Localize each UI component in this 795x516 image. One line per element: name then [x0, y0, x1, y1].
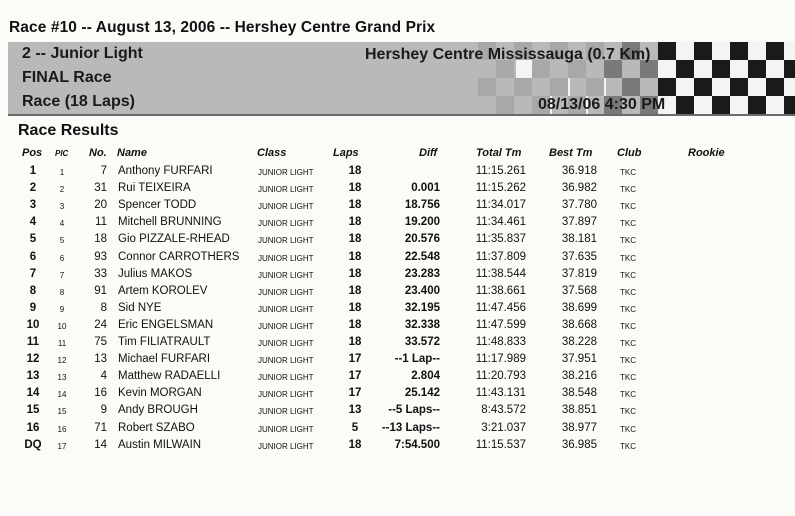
table-row	[0, 319, 795, 336]
laps-cell: 18	[348, 216, 362, 229]
diff-cell: 7:54.500	[394, 438, 440, 451]
best-time-cell: 37.568	[561, 284, 597, 297]
diff-cell: 19.200	[404, 216, 440, 229]
driver-name-cell: Rui TEIXEIRA	[118, 182, 191, 195]
class-cell: JUNIOR LIGHT	[258, 270, 314, 280]
class-cell: JUNIOR LIGHT	[258, 202, 314, 212]
laps-cell: 5	[351, 421, 359, 434]
total-time-cell: 11:35.837	[475, 233, 526, 246]
position-cell: 15	[26, 404, 40, 417]
total-time-cell: 8:43.572	[481, 404, 526, 417]
best-time-cell: 36.985	[561, 438, 597, 451]
total-time-cell: 11:37.809	[475, 250, 526, 263]
club-cell: TKC	[620, 287, 636, 297]
pic-cell: 3	[59, 202, 65, 212]
club-cell: TKC	[620, 390, 636, 400]
club-cell: TKC	[620, 202, 636, 212]
position-cell: 12	[26, 353, 40, 366]
table-row	[0, 353, 795, 370]
laps-cell: 18	[348, 182, 362, 195]
laps-cell: 18	[348, 233, 362, 246]
kart-number-cell: 8	[100, 301, 107, 314]
driver-name-cell: Robert SZABO	[118, 421, 195, 434]
position-cell: 1	[29, 165, 37, 177]
best-time-cell: 38.216	[561, 370, 597, 383]
diff-cell: --1 Lap--	[394, 353, 440, 366]
laps-cell: 18	[348, 267, 362, 280]
class-cell: JUNIOR LIGHT	[258, 356, 314, 366]
driver-name-cell: Mitchell BRUNNING	[118, 216, 222, 229]
pic-cell: 5	[59, 236, 65, 246]
pic-cell: 7	[59, 270, 65, 280]
class-cell: JUNIOR LIGHT	[258, 219, 314, 229]
laps-cell: 18	[348, 301, 362, 314]
position-cell: 11	[26, 336, 40, 348]
race-banner	[8, 42, 795, 116]
kart-number-cell: 7	[100, 165, 107, 177]
pic-cell: 14	[57, 390, 67, 400]
total-time-cell: 11:15.262	[475, 182, 526, 195]
driver-name-cell: Sid NYE	[118, 301, 162, 314]
pic-cell: 6	[59, 253, 65, 263]
table-row	[0, 182, 795, 199]
class-cell: JUNIOR LIGHT	[258, 253, 314, 263]
race-datetime: 08/13/06 4:30 PM	[538, 96, 666, 113]
kart-number-cell: 75	[94, 336, 107, 348]
driver-name-cell: Matthew RADAELLI	[118, 370, 221, 383]
total-time-cell: 11:15.261	[475, 165, 526, 177]
col-class: Class	[257, 147, 287, 159]
driver-name-cell: Michael FURFARI	[118, 353, 211, 366]
kart-number-cell: 31	[94, 182, 107, 195]
class-cell: JUNIOR LIGHT	[258, 424, 314, 434]
class-cell: JUNIOR LIGHT	[258, 168, 314, 177]
class-cell: JUNIOR LIGHT	[258, 236, 314, 246]
kart-number-cell: 71	[94, 421, 107, 434]
kart-number-cell: 20	[94, 199, 107, 212]
pic-cell: 4	[59, 219, 65, 229]
best-time-cell: 37.819	[561, 267, 597, 280]
position-cell: 9	[29, 301, 37, 314]
driver-name-cell: Spencer TODD	[118, 199, 197, 212]
diff-cell: 20.576	[404, 233, 440, 246]
diff-cell: 2.804	[411, 370, 440, 383]
driver-name-cell: Gio PIZZALE-RHEAD	[118, 233, 230, 246]
laps-cell: 18	[348, 336, 362, 348]
kart-number-cell: 91	[94, 284, 107, 297]
diff-cell: 23.400	[404, 284, 440, 297]
table-row	[0, 302, 795, 319]
pic-cell: 15	[57, 407, 67, 417]
driver-name-cell: Austin MILWAIN	[118, 438, 202, 451]
class-cell: JUNIOR LIGHT	[258, 373, 314, 383]
total-time-cell: 11:17.989	[475, 353, 526, 366]
best-time-cell: 36.982	[561, 182, 597, 195]
best-time-cell: 38.668	[561, 318, 597, 331]
col-laps: Laps	[333, 147, 359, 159]
driver-name-cell: Artem KOROLEV	[118, 284, 208, 297]
col-name: Name	[117, 147, 147, 159]
best-time-cell: 38.851	[561, 404, 597, 417]
best-time-cell: 37.951	[561, 353, 597, 366]
best-time-cell: 37.897	[561, 216, 597, 229]
best-time-cell: 38.548	[561, 387, 597, 400]
total-time-cell: 11:38.544	[475, 267, 526, 280]
laps-cell: 17	[348, 353, 362, 366]
total-time-cell: 11:43.131	[475, 387, 526, 400]
pic-cell: 2	[59, 185, 65, 195]
table-row	[0, 336, 795, 353]
laps-cell: 17	[348, 387, 362, 400]
col-rookie: Rookie	[688, 147, 725, 159]
club-cell: TKC	[620, 168, 636, 177]
position-cell: 3	[29, 199, 37, 212]
best-time-cell: 38.181	[561, 233, 597, 246]
position-cell: 16	[26, 421, 40, 434]
best-time-cell: 37.635	[561, 250, 597, 263]
best-time-cell: 38.699	[561, 301, 597, 314]
total-time-cell: 11:47.599	[475, 318, 526, 331]
club-cell: TKC	[620, 219, 636, 229]
table-row	[0, 268, 795, 285]
track-name: Hershey Centre Mississauga (0.7 Km)	[365, 46, 651, 63]
kart-number-cell: 18	[94, 233, 107, 246]
position-cell: 4	[29, 216, 37, 229]
kart-number-cell: 11	[95, 216, 107, 229]
position-cell: 2	[29, 182, 37, 195]
club-cell: TKC	[620, 373, 636, 383]
club-cell: TKC	[620, 304, 636, 314]
diff-cell: 18.756	[404, 199, 440, 212]
total-time-cell: 11:47.456	[475, 301, 526, 314]
col-no: No.	[89, 147, 107, 159]
col-pos: Pos	[22, 147, 43, 159]
position-cell: DQ	[24, 438, 42, 451]
total-time-cell: 3:21.037	[481, 421, 526, 434]
kart-number-cell: 9	[100, 404, 107, 417]
class-cell: JUNIOR LIGHT	[258, 321, 314, 331]
position-cell: 5	[29, 233, 37, 246]
pic-cell: 10	[57, 321, 67, 331]
col-best: Best Tm	[549, 147, 593, 159]
laps-cell: 18	[348, 165, 362, 177]
diff-cell: 0.001	[411, 182, 440, 195]
kart-number-cell: 33	[94, 267, 107, 280]
diff-cell: 22.548	[404, 250, 440, 263]
table-row	[0, 370, 795, 387]
race-laps: Race (18 Laps)	[22, 93, 135, 110]
col-total: Total Tm	[476, 147, 522, 159]
driver-name-cell: Kevin MORGAN	[118, 387, 202, 400]
class-cell: JUNIOR LIGHT	[258, 441, 314, 451]
diff-cell: 33.572	[404, 336, 440, 348]
driver-name-cell: Julius MAKOS	[118, 267, 193, 280]
club-cell: TKC	[620, 441, 636, 451]
table-row	[0, 404, 795, 421]
race-type: FINAL Race	[22, 69, 112, 86]
kart-number-cell: 13	[94, 353, 107, 366]
class-cell: JUNIOR LIGHT	[258, 390, 314, 400]
best-time-cell: 36.918	[561, 165, 597, 177]
diff-cell: 23.283	[404, 267, 440, 280]
diff-cell: 32.338	[404, 318, 440, 331]
position-cell: 8	[29, 284, 37, 297]
total-time-cell: 11:20.793	[475, 370, 526, 383]
class-cell: JUNIOR LIGHT	[258, 304, 314, 314]
diff-cell: 25.142	[404, 387, 440, 400]
pic-cell: 16	[57, 424, 67, 434]
kart-number-cell: 24	[94, 318, 107, 331]
race-title: Race #10 -- August 13, 2006 -- Hershey Centre Grand Prix	[9, 19, 436, 36]
diff-cell: --13 Laps--	[381, 421, 440, 434]
total-time-cell: 11:15.537	[475, 438, 526, 451]
laps-cell: 13	[348, 404, 362, 417]
kart-number-cell: 4	[100, 370, 107, 383]
table-row	[0, 233, 795, 250]
table-row	[0, 251, 795, 268]
pic-cell: 9	[59, 304, 65, 314]
driver-name-cell: Tim FILIATRAULT	[118, 336, 211, 348]
col-club: Club	[617, 147, 642, 159]
club-cell: TKC	[620, 321, 636, 331]
kart-number-cell: 93	[94, 250, 107, 263]
diff-cell: --5 Laps--	[388, 404, 440, 417]
best-time-cell: 37.780	[561, 199, 597, 212]
driver-name-cell: Connor CARROTHERS	[118, 250, 240, 263]
club-cell: TKC	[620, 356, 636, 366]
club-cell: TKC	[620, 270, 636, 280]
kart-number-cell: 16	[94, 387, 107, 400]
table-row	[0, 387, 795, 404]
club-cell: TKC	[620, 253, 636, 263]
driver-name-cell: Anthony FURFARI	[118, 165, 213, 177]
pic-cell: 12	[57, 356, 67, 366]
laps-cell: 17	[348, 370, 362, 383]
table-row	[0, 165, 795, 182]
pic-cell: 8	[59, 287, 65, 297]
club-cell: TKC	[620, 407, 636, 417]
driver-name-cell: Eric ENGELSMAN	[118, 318, 214, 331]
position-cell: 10	[26, 318, 40, 331]
pic-cell: 17	[57, 441, 67, 451]
class-cell: JUNIOR LIGHT	[258, 185, 314, 195]
best-time-cell: 38.228	[561, 336, 597, 348]
table-row	[0, 439, 795, 456]
class-line: 2 -- Junior Light	[22, 45, 143, 62]
position-cell: 6	[29, 250, 37, 263]
club-cell: TKC	[620, 236, 636, 246]
position-cell: 7	[29, 267, 37, 280]
pic-cell: 11	[57, 339, 67, 348]
laps-cell: 18	[348, 438, 362, 451]
table-row	[0, 285, 795, 302]
position-cell: 13	[26, 370, 40, 383]
best-time-cell: 38.977	[561, 421, 597, 434]
kart-number-cell: 14	[94, 438, 107, 451]
laps-cell: 18	[348, 199, 362, 212]
laps-cell: 18	[348, 284, 362, 297]
diff-cell: 32.195	[404, 301, 440, 314]
driver-name-cell: Andy BROUGH	[118, 404, 198, 417]
total-time-cell: 11:38.661	[475, 284, 526, 297]
table-row	[0, 216, 795, 233]
class-cell: JUNIOR LIGHT	[258, 287, 314, 297]
class-cell: JUNIOR LIGHT	[258, 407, 314, 417]
club-cell: TKC	[620, 185, 636, 195]
pic-cell: 1	[59, 168, 65, 177]
laps-cell: 18	[348, 318, 362, 331]
table-row	[0, 199, 795, 216]
laps-cell: 18	[348, 250, 362, 263]
class-cell: JUNIOR LIGHT	[258, 339, 314, 348]
total-time-cell: 11:48.833	[475, 336, 526, 348]
total-time-cell: 11:34.461	[475, 216, 526, 229]
total-time-cell: 11:34.017	[475, 199, 526, 212]
table-row	[0, 422, 795, 439]
col-diff: Diff	[419, 147, 438, 159]
club-cell: TKC	[620, 424, 636, 434]
section-title: Race Results	[18, 122, 119, 139]
col-pic: PIC	[55, 149, 69, 158]
club-cell: TKC	[620, 339, 636, 348]
pic-cell: 13	[57, 373, 67, 383]
position-cell: 14	[26, 387, 40, 400]
